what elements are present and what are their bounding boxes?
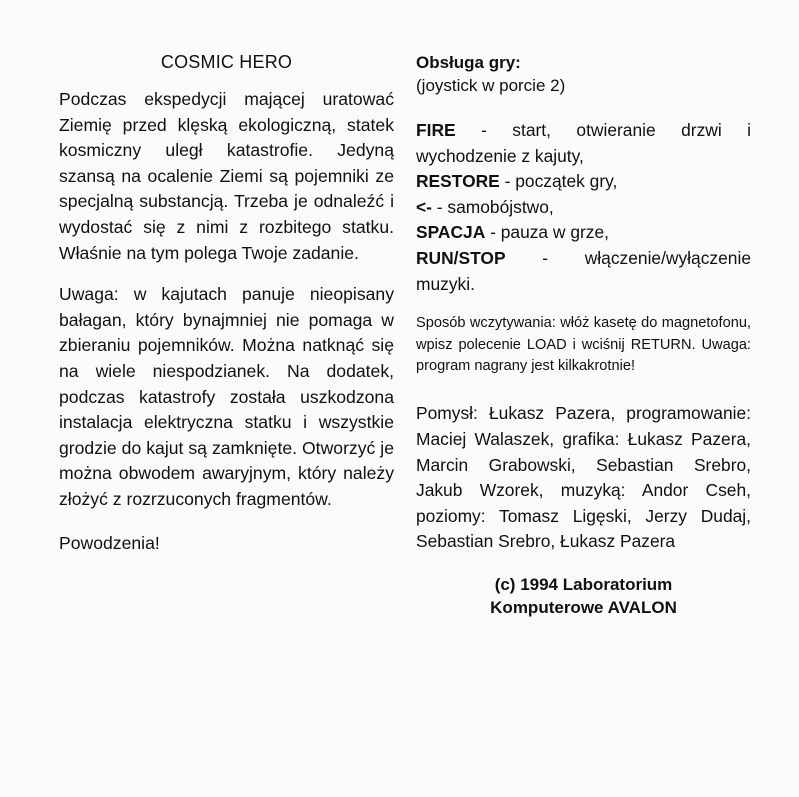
controls-heading: Obsługa gry: xyxy=(416,53,521,72)
story-paragraph: Podczas ekspedycji mającej uratować Ziemię przed klęską ekologiczną, statek kosmiczny uległ katastrofie. Jedyną szansą na ocalenie Ziemi są pojemniki ze specjalną substancją. Trzeba je odnaleźć i wydostać się z nimi z rozbitego statku. Właśnie na tym polega Twoje zadanie. xyxy=(59,89,394,263)
control-desc-runstop: - włączenie/wyłączenie muzyki. xyxy=(416,247,751,294)
loading-instructions: Sposób wczytywania: włóż kasetę do magnetofonu, wpisz polecenie LOAD i wciśnij RETURN. Uwaga: program nagrany jest kilkakrotnie! xyxy=(416,315,751,374)
controls-subheading: (joystick w porcie 2) xyxy=(416,76,566,95)
right-column xyxy=(416,52,751,619)
control-key-fire: FIRE xyxy=(416,120,456,140)
control-key-runstop: RUN/STOP xyxy=(416,247,506,268)
control-desc-spacja: - pauza w grze, xyxy=(485,222,609,243)
control-desc-arrow: - samobójstwo, xyxy=(431,196,554,217)
left-column xyxy=(59,52,394,556)
closing-text: Powodzenia! xyxy=(59,532,160,553)
control-key-restore: RESTORE xyxy=(416,171,500,192)
controls-list xyxy=(416,118,751,297)
copyright-line-2: Komputerowe AVALON xyxy=(490,597,677,617)
game-title: COSMIC HERO xyxy=(160,52,293,72)
control-desc-fire: - start, otwieranie drzwi i wychodzenie z kajuty, xyxy=(416,120,751,166)
copyright-line-1: (c) 1994 Laboratorium xyxy=(494,574,673,594)
control-key-arrow: <- xyxy=(416,196,432,217)
warning-paragraph: Uwaga: w kajutach panuje nieopisany bałagan, który bynajmniej nie pomaga w zbieraniu pojemników. Można natknąć się na wiele niespodzianek. Na dodatek, podczas katastrofy została uszkodzona instalacja elektryczna statku i wszystkie grodzie do kajut są zamknięte. Otworzyć je można obwodem awaryjnym, który należy złożyć z rozrzuconych fragmentów. xyxy=(59,284,394,509)
credits-text: Pomysł: Łukasz Pazera, programowanie: Maciej Walaszek, grafika: Łukasz Pazera, Marcin Grabowski, Sebastian Srebro, Jakub Wzorek, muzyką: Andor Cseh, poziomy: Tomasz Ligęski, Jerzy Dudaj, Sebastian Srebro, Łukasz Pazera xyxy=(416,403,751,552)
control-desc-restore: - początek gry, xyxy=(499,171,618,192)
control-key-spacja: SPACJA xyxy=(416,222,486,243)
